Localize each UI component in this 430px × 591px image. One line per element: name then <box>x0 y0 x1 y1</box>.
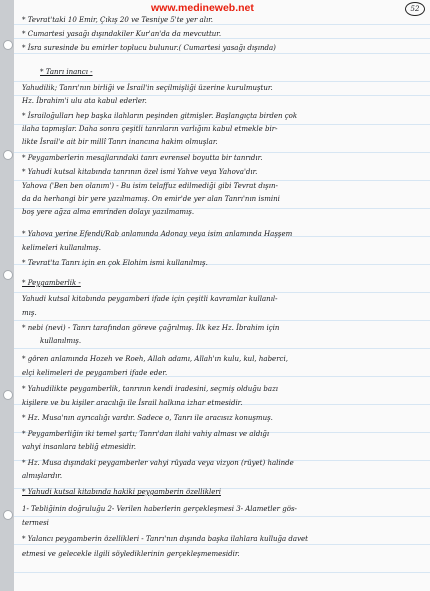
punch-hole <box>3 150 13 160</box>
ruled-line <box>14 95 430 96</box>
note-line: * nebi (nevi) - Tanrı tarafından göreve çağrılmış. İlk kez Hz. İbrahim için <box>22 324 280 332</box>
watermark-url: www.medineweb.net <box>151 2 254 14</box>
section-heading: * Peygamberlik - <box>22 279 81 287</box>
note-line: boş yere ağza alma emrinden dolayı yazılmamış. <box>22 208 195 216</box>
punch-hole <box>3 270 13 280</box>
note-line: elçi kelimeleri de peygamberi ifade eder. <box>22 369 168 377</box>
section-heading: * Tanrı inancı - <box>40 68 93 76</box>
ruled-line <box>14 572 430 573</box>
note-line: * Peygamberliğin iki temel şartı; Tanrı'dan ilahi vahiy alması ve aldığı <box>22 430 270 438</box>
note-line: * Tevrat'ta Tanrı için en çok Elohim ismi kullanılmış. <box>22 259 208 267</box>
note-line: kişilere ve bu kişiler aracılığı ile İsrail halkına izhar etmesidir. <box>22 399 243 407</box>
note-line: * Yalancı peygamberin özellikleri - Tanrı'nın dışında başka ilahlara kulluğa davet <box>22 535 308 543</box>
ruled-line <box>14 348 430 349</box>
ruled-line <box>14 320 430 321</box>
ruled-line <box>14 152 430 153</box>
page-number: 52 <box>405 2 425 16</box>
note-line: almışlardır. <box>22 472 63 480</box>
ruled-line <box>14 292 430 293</box>
ruled-line <box>14 81 430 82</box>
note-line: termesi <box>22 519 49 527</box>
note-line: da da herhangi bir yere yazılmamış. On emir'de yer alan Tanrı'nın ismini <box>22 195 280 203</box>
binder-margin <box>0 0 14 591</box>
punch-hole <box>3 40 13 50</box>
note-line: Yahudilik; Tanrı'nın birliği ve İsrail'in seçilmişliği üzerine kurulmuştur. <box>22 84 273 92</box>
note-line: Yahudi kutsal kitabında peygamberi ifade için çeşitli kavramlar kullanıl- <box>22 295 278 303</box>
note-line: * Tevrat'taki 10 Emir, Çıkış 20 ve Tesniye 5'te yer alır. <box>22 16 213 24</box>
note-line: 1- Tebliğinin doğruluğu 2- Verilen haberlerin gerçekleşmesi 3- Alametler gös- <box>22 505 297 513</box>
note-line: likte İsrail'e ait bir millî Tanrı inancına hakim olmuşlar. <box>22 138 218 146</box>
note-line: * gören anlamında Hozeh ve Roeh, Allah adamı, Allah'ın kulu, kul, haberci, <box>22 355 288 363</box>
section-heading: * Yahudi kutsal kitabında hakiki peygamberin özellikleri <box>22 488 221 496</box>
note-line: * Hz. Musa dışındaki peygamberler vahyi rüyada veya vizyon (rüyet) halinde <box>22 459 294 467</box>
note-line: vahyi insanlara tebliğ etmesidir. <box>22 443 136 451</box>
note-line: * Cumartesi yasağı dışındakiler Kur'an'da da mevcuttur. <box>22 30 222 38</box>
note-line: * Peygamberlerin mesajlarındaki tanrı evrensel boyutta bir tanrıdır. <box>22 154 263 162</box>
note-line: etmesi ve gelecekle ilgili söylediklerinin gerçekleşmemesidir. <box>22 550 240 558</box>
ruled-line <box>14 53 430 54</box>
note-line: * Hz. Musa'nın ayrıcalığı vardır. Sadece o, Tanrı ile aracısız konuşmuş. <box>22 414 273 422</box>
note-line: * Yahudi kutsal kitabında tanrının özel ismi Yahve veya Yahova'dır. <box>22 168 258 176</box>
punch-hole <box>3 390 13 400</box>
ruled-line <box>14 516 430 517</box>
note-line: * Yahova yerine Efendi/Rab anlamında Adonay veya isim anlamında Haşşem <box>22 230 293 238</box>
ruled-line <box>14 544 430 545</box>
ruled-line <box>14 180 430 181</box>
note-line: mış. <box>22 309 37 317</box>
note-line: * Yahudilikte peygamberlik, tanrının kendi iradesini, seçmiş olduğu bazı <box>22 385 279 393</box>
note-line: * İsra suresinde bu emirler toplucu bulunur.( Cumartesi yasağı dışında) <box>22 44 276 52</box>
punch-hole <box>3 510 13 520</box>
note-line: Hz. İbrahim'i ulu ata kabul ederler. <box>22 97 147 105</box>
note-line: * İsrailoğulları hep başka ilahların peşinden gitmişler. Başlangıçta birden çok <box>22 112 298 120</box>
note-line: kullanılmış. <box>40 337 82 345</box>
note-line: Yahova ('Ben ben olanım') - Bu isim telaffuz edilmediği gibi Tevrat dışın- <box>22 182 278 190</box>
note-line: ilaha tapmışlar. Daha sonra çeşitli tanrıların varlığını kabul etmekle bir- <box>22 125 278 133</box>
note-line: kelimeleri kullanılmış. <box>22 244 101 252</box>
